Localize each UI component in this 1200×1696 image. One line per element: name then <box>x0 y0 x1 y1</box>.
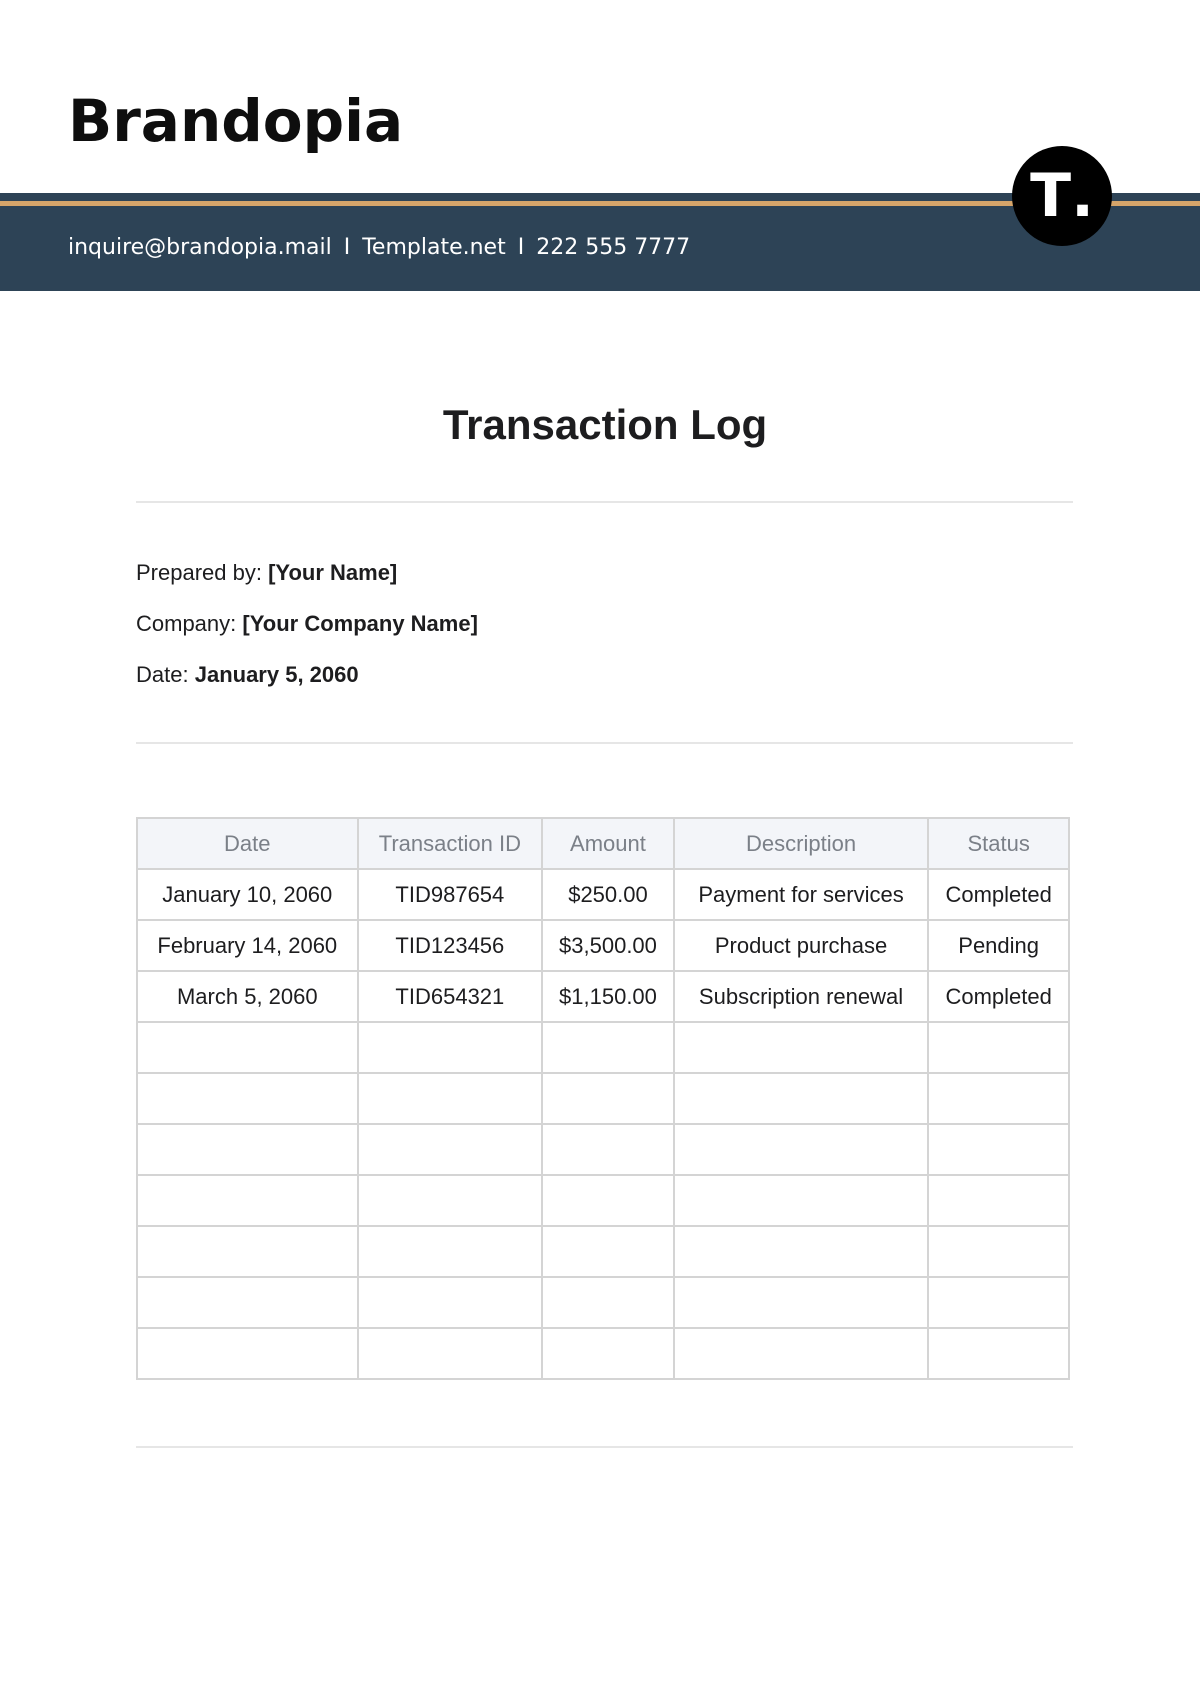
cell-transaction-id[interactable]: TID654321 <box>358 971 543 1022</box>
contact-website[interactable]: Template.net <box>362 235 506 260</box>
header-amount: Amount <box>542 818 674 869</box>
cell-transaction-id[interactable]: TID987654 <box>358 869 543 920</box>
table-row <box>137 1226 1069 1277</box>
cell-description[interactable] <box>674 1022 929 1073</box>
header-date: Date <box>137 818 358 869</box>
cell-amount[interactable]: $3,500.00 <box>542 920 674 971</box>
cell-description[interactable] <box>674 1124 929 1175</box>
header-transaction-id: Transaction ID <box>358 818 543 869</box>
document-title: Transaction Log <box>442 401 768 448</box>
cell-transaction-id[interactable] <box>358 1226 543 1277</box>
table-row <box>137 1328 1069 1379</box>
cell-amount[interactable] <box>542 1124 674 1175</box>
cell-date[interactable] <box>137 1328 358 1379</box>
logo-dot: . <box>1071 161 1094 231</box>
cell-status[interactable] <box>928 1226 1069 1277</box>
table-row <box>137 920 1069 971</box>
cell-description[interactable]: Payment for services <box>674 869 929 920</box>
cell-transaction-id[interactable]: TID123456 <box>358 920 543 971</box>
table-row <box>137 869 1069 920</box>
company-label: Company: <box>136 611 237 636</box>
cell-status[interactable] <box>928 1277 1069 1328</box>
prepared-by-line <box>136 562 397 584</box>
divider-middle <box>136 742 1073 744</box>
cell-description[interactable] <box>674 1277 929 1328</box>
cell-transaction-id[interactable] <box>358 1022 543 1073</box>
cell-status[interactable]: Completed <box>928 869 1069 920</box>
cell-date[interactable] <box>137 1226 358 1277</box>
prepared-by-value: [Your Name] <box>268 560 398 585</box>
cell-date[interactable] <box>137 1124 358 1175</box>
cell-amount[interactable]: $250.00 <box>542 869 674 920</box>
logo-letter: T <box>1030 161 1072 231</box>
cell-description[interactable] <box>674 1226 929 1277</box>
cell-amount[interactable] <box>542 1328 674 1379</box>
cell-transaction-id[interactable] <box>358 1328 543 1379</box>
prepared-by-label: Prepared by: <box>136 560 262 585</box>
date-line <box>136 664 359 686</box>
divider-bottom <box>136 1446 1073 1448</box>
contact-separator: I <box>517 235 525 260</box>
table-row <box>137 1022 1069 1073</box>
brand-logo-icon <box>1012 146 1112 246</box>
cell-transaction-id[interactable] <box>358 1175 543 1226</box>
date-label: Date: <box>136 662 189 687</box>
table-row <box>137 1073 1069 1124</box>
cell-amount[interactable] <box>542 1073 674 1124</box>
cell-date[interactable] <box>137 1022 358 1073</box>
cell-date[interactable]: March 5, 2060 <box>137 971 358 1022</box>
cell-date[interactable]: February 14, 2060 <box>137 920 358 971</box>
cell-status[interactable] <box>928 1022 1069 1073</box>
table-header-row <box>137 818 1069 869</box>
table-row <box>137 1124 1069 1175</box>
company-line <box>136 613 478 635</box>
cell-date[interactable] <box>137 1277 358 1328</box>
divider-top <box>136 501 1073 503</box>
company-value: [Your Company Name] <box>242 611 478 636</box>
contact-phone[interactable]: 222 555 7777 <box>536 235 691 260</box>
cell-status[interactable] <box>928 1124 1069 1175</box>
cell-transaction-id[interactable] <box>358 1277 543 1328</box>
cell-date[interactable] <box>137 1175 358 1226</box>
cell-status[interactable] <box>928 1073 1069 1124</box>
cell-status[interactable]: Completed <box>928 971 1069 1022</box>
table-row <box>137 971 1069 1022</box>
header-description: Description <box>674 818 929 869</box>
cell-description[interactable] <box>674 1073 929 1124</box>
cell-amount[interactable] <box>542 1226 674 1277</box>
contact-email[interactable]: inquire@brandopia.mail <box>68 235 332 260</box>
header-status: Status <box>928 818 1069 869</box>
cell-amount[interactable] <box>542 1175 674 1226</box>
cell-status[interactable]: Pending <box>928 920 1069 971</box>
cell-description[interactable] <box>674 1328 929 1379</box>
cell-amount[interactable] <box>542 1022 674 1073</box>
cell-amount[interactable]: $1,150.00 <box>542 971 674 1022</box>
cell-transaction-id[interactable] <box>358 1073 543 1124</box>
table-row <box>137 1277 1069 1328</box>
cell-status[interactable] <box>928 1175 1069 1226</box>
cell-date[interactable]: January 10, 2060 <box>137 869 358 920</box>
cell-transaction-id[interactable] <box>358 1124 543 1175</box>
brand-name: Brandopia <box>68 87 404 155</box>
cell-description[interactable]: Product purchase <box>674 920 929 971</box>
cell-amount[interactable] <box>542 1277 674 1328</box>
cell-description[interactable] <box>674 1175 929 1226</box>
date-value: January 5, 2060 <box>194 662 359 687</box>
table-row <box>137 1175 1069 1226</box>
cell-status[interactable] <box>928 1328 1069 1379</box>
contact-line <box>68 237 690 259</box>
cell-description[interactable]: Subscription renewal <box>674 971 929 1022</box>
cell-date[interactable] <box>137 1073 358 1124</box>
transaction-table <box>136 817 1070 1380</box>
contact-separator: I <box>343 235 351 260</box>
